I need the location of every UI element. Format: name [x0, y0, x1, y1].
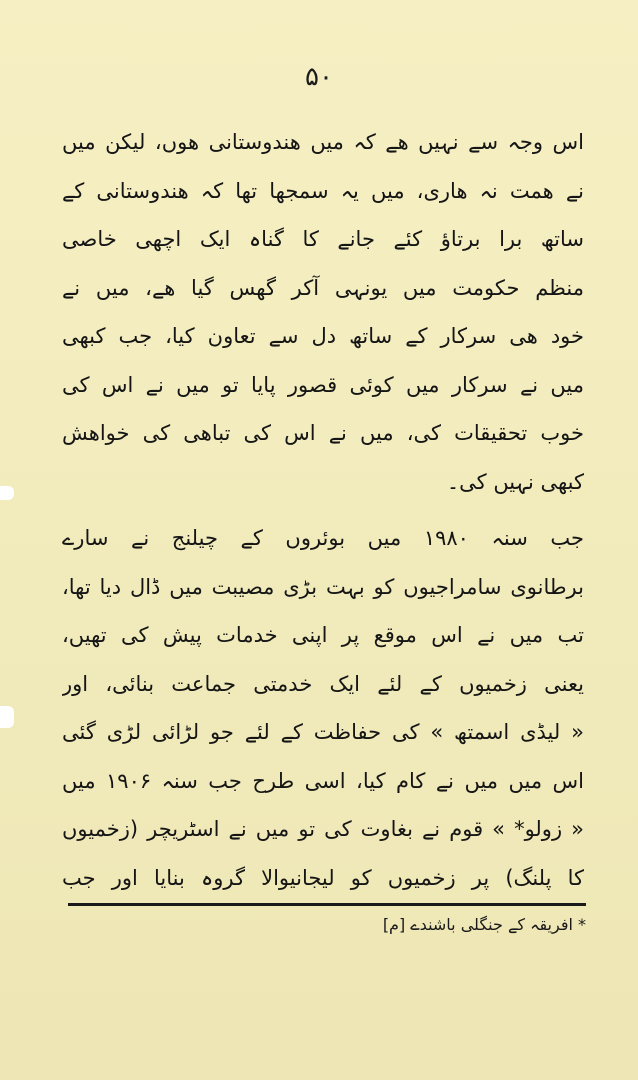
text-line: اس میں میں نے کام کیا، اسی طرح جب سنہ ۱۹۰۶ میں [62, 768, 584, 793]
text-line: میں نے سرکار میں کوئی قصور پایا تو میں نے اس کی [62, 372, 584, 397]
text-line: « لیڈی اسمتھ » کی حفاظت کے لئے جو لڑائی لڑی گئی [62, 720, 584, 744]
text-line: ساتھ برا برتاؤ کئے جانے کا گناہ ایک اچھی خاصی [62, 227, 584, 251]
page-number: ۵۰ [305, 62, 333, 92]
paper-tear-mark [0, 486, 14, 500]
text-line: جب سنہ ۱۹۸۰ میں بوئروں کے چیلنج نے سارے [62, 526, 584, 550]
paper-tear-mark [0, 706, 14, 728]
text-line: خوب تحقیقات کی، میں نے اس کی تباھی کی خواهش [62, 421, 584, 445]
body-text [62, 118, 584, 902]
text-line: تب میں نے اس موقع پر اپنی خدمات پیش کی تھیں، [62, 623, 584, 647]
footnote: * افریقہ کے جنگلی باشندے [م] [382, 915, 586, 934]
text-line: « زولو* » قوم نے بغاوت کی تو میں نے اسٹریچر (زخمیوں [62, 817, 584, 841]
text-line: برطانوی سامراجیوں کو بہت بڑی مصیبت میں ڈال دیا تھا، [62, 574, 584, 599]
text-line: منظم حکومت میں یونہی آکر گھس گیا ھے، میں نے [62, 275, 584, 300]
text-line: خود ھی سرکار کے ساتھ دل سے تعاون کیا، جب کبھی [62, 324, 584, 348]
text-line: یعنی زخمیوں کے لئے ایک خدمتی جماعت بنائی، اور [62, 671, 584, 696]
footnote-divider [68, 903, 586, 906]
text-line: کبھی نہیں کی۔ [446, 469, 584, 494]
text-line: اس وجہ سے نہیں ھے کہ میں ھندوستانی ھوں، لیکن میں [62, 130, 584, 154]
text-line: نے همت نہ هاری، میں یہ سمجھا تھا کہ ھندوستانی کے [62, 178, 584, 203]
text-line: کا پلنگ) پر زخمیوں کو لیجانیوالا گروہ بنایا اور جب [62, 865, 584, 890]
